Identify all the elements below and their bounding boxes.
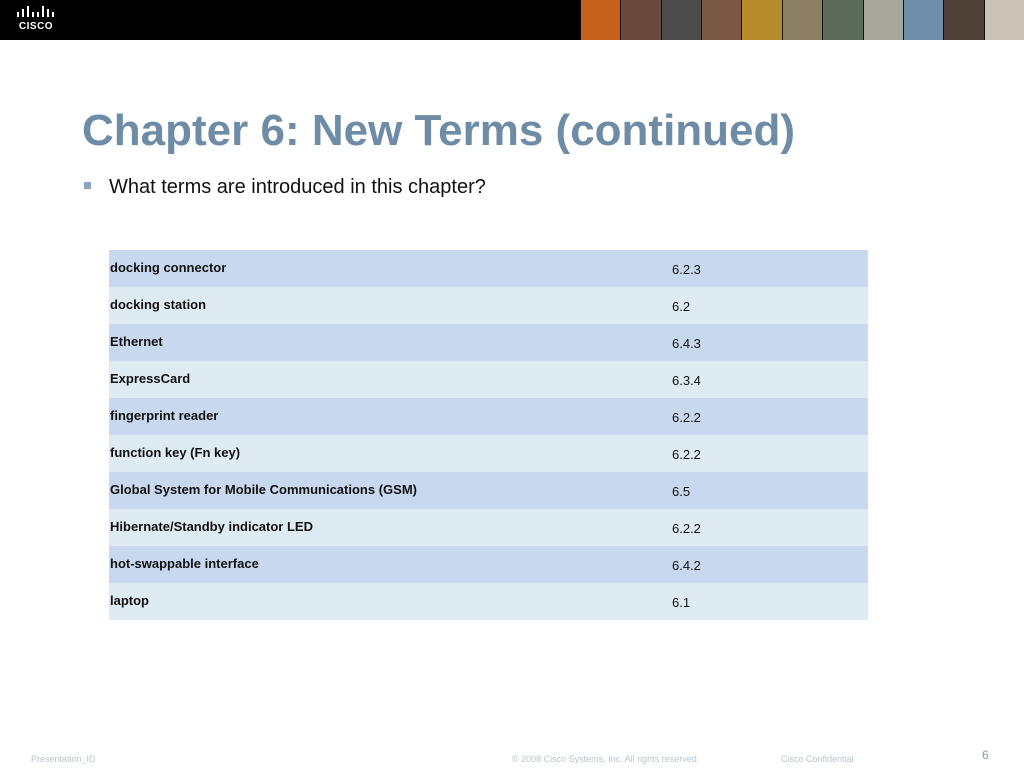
terms-table: [109, 250, 868, 620]
term-cell: ExpressCard: [109, 361, 671, 398]
section-cell: 6.4.2: [671, 546, 868, 583]
term-cell: hot-swappable interface: [109, 546, 671, 583]
table-row: [109, 361, 868, 398]
photo-woman-headscarf: [782, 0, 822, 40]
section-cell: 6.2.2: [671, 398, 868, 435]
cisco-logo: [14, 6, 58, 34]
section-cell: 6.5: [671, 472, 868, 509]
photo-woman-smiling: [620, 0, 660, 40]
terms-table-body: [109, 250, 868, 620]
photo-man-portrait: [661, 0, 701, 40]
page-number: 6: [982, 748, 989, 762]
table-row: [109, 324, 868, 361]
footer-copyright: © 2008 Cisco Systems, Inc. All rights reserved.: [512, 754, 700, 764]
photo-boy-cap: [984, 0, 1024, 40]
term-cell: docking connector: [109, 250, 671, 287]
header-bar: [0, 0, 1024, 40]
table-row: [109, 583, 868, 620]
section-cell: 6.4.3: [671, 324, 868, 361]
term-cell: laptop: [109, 583, 671, 620]
slide-title: Chapter 6: New Terms (continued): [82, 106, 796, 155]
term-cell: fingerprint reader: [109, 398, 671, 435]
term-cell: docking station: [109, 287, 671, 324]
section-cell: 6.2.3: [671, 250, 868, 287]
term-cell: function key (Fn key): [109, 435, 671, 472]
header-photo-strip: [580, 0, 1024, 40]
term-cell: Hibernate/Standby indicator LED: [109, 509, 671, 546]
photo-man-smiling: [943, 0, 983, 40]
table-row: [109, 509, 868, 546]
photo-asian-woman: [863, 0, 903, 40]
table-row: [109, 250, 868, 287]
section-cell: 6.1: [671, 583, 868, 620]
section-cell: 6.2: [671, 287, 868, 324]
footer-confidential: Cisco Confidential: [781, 754, 854, 764]
table-row: [109, 472, 868, 509]
photo-autumn-leaves: [580, 0, 620, 40]
photo-child: [822, 0, 862, 40]
section-cell: 6.2.2: [671, 435, 868, 472]
term-cell: Ethernet: [109, 324, 671, 361]
photo-golden-abstract: [741, 0, 781, 40]
section-cell: 6.2.2: [671, 509, 868, 546]
table-row: [109, 287, 868, 324]
term-cell: Global System for Mobile Communications (GSM): [109, 472, 671, 509]
table-row: [109, 435, 868, 472]
footer-presentation-id: Presentation_ID: [31, 754, 96, 764]
cisco-bars-icon: [14, 6, 58, 20]
cisco-wordmark: CISCO: [18, 21, 54, 32]
table-row: [109, 398, 868, 435]
photo-blue-abstract: [903, 0, 943, 40]
section-cell: 6.3.4: [671, 361, 868, 398]
square-bullet-icon: [84, 182, 91, 189]
table-row: [109, 546, 868, 583]
photo-young-man: [701, 0, 741, 40]
bullet-text: What terms are introduced in this chapter?: [109, 176, 486, 198]
